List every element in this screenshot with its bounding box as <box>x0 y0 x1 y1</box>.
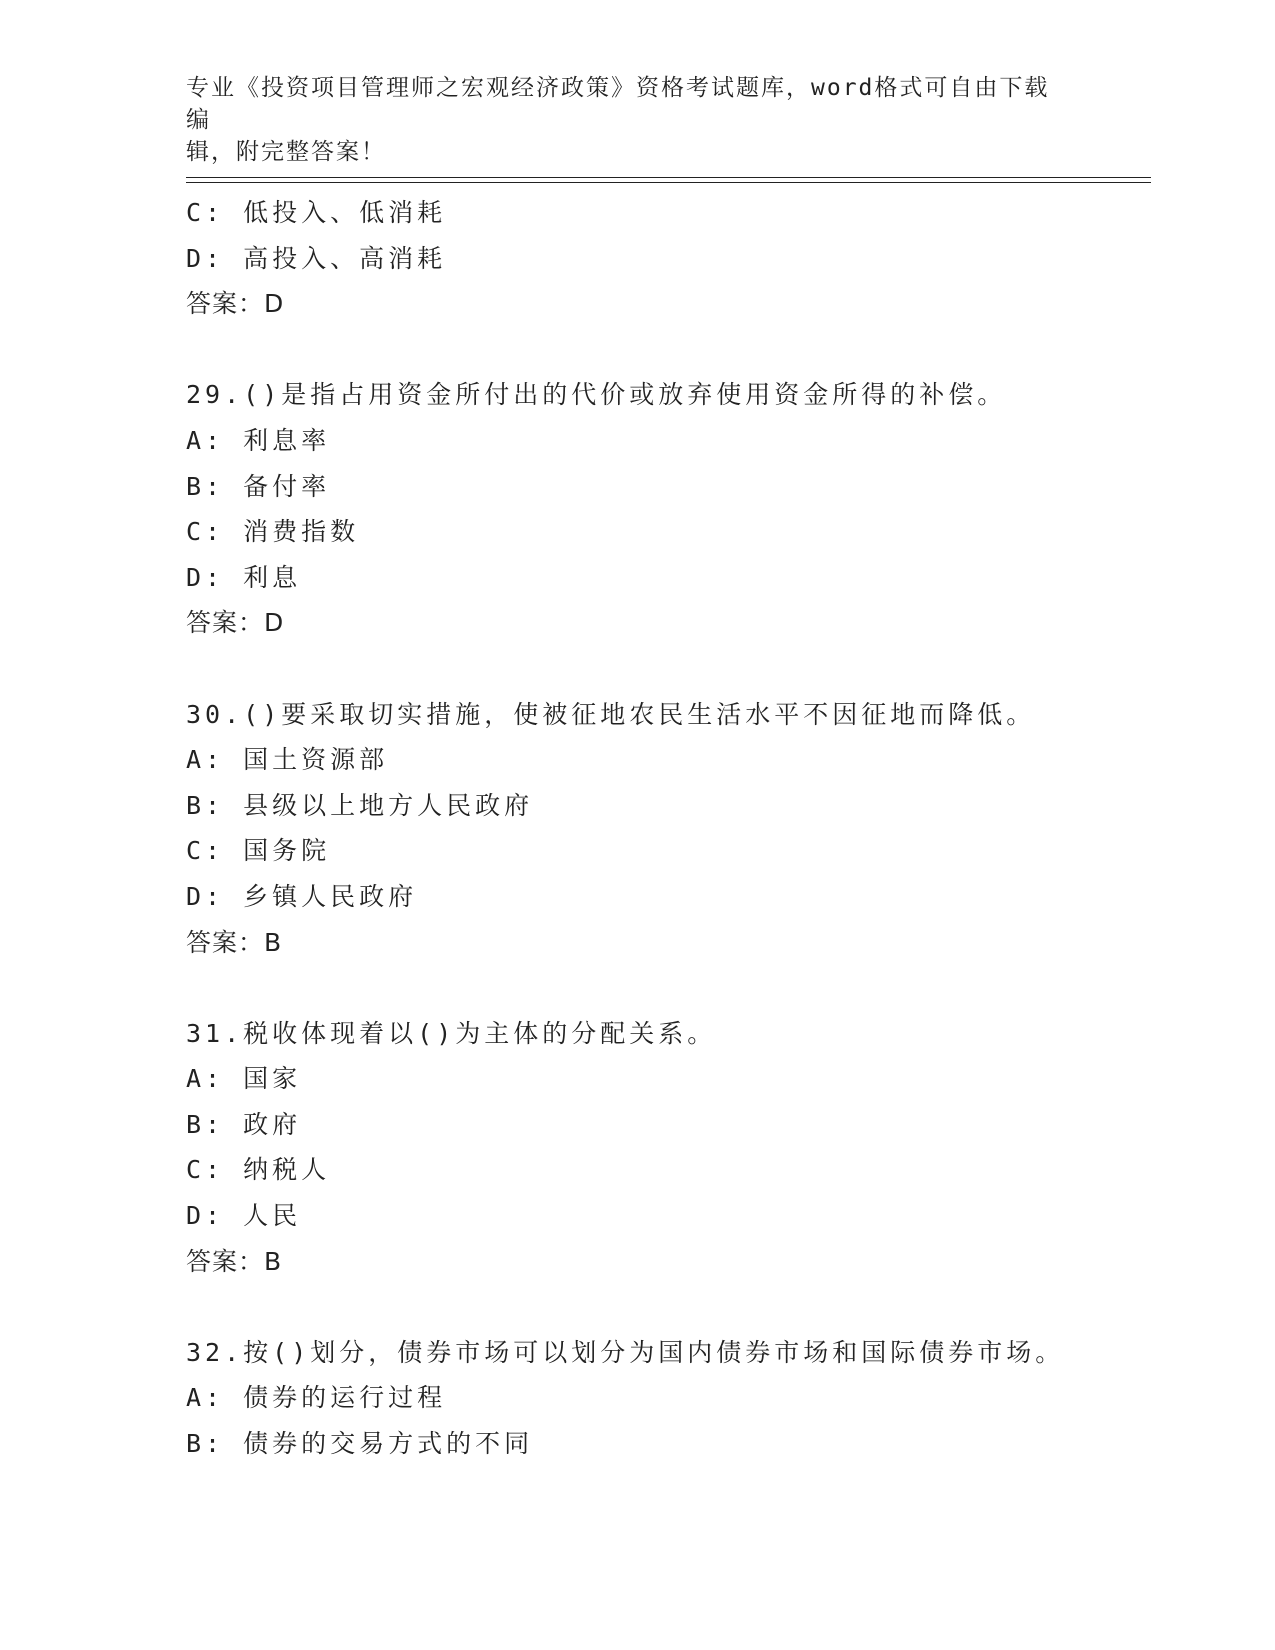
option-b: B: 县级以上地方人民政府 <box>186 790 534 820</box>
option-c: C: 消费指数 <box>186 517 360 547</box>
answer-line: 答案：D <box>186 289 285 319</box>
option-d: D: 人民 <box>186 1201 302 1231</box>
answer-line: 答案：D <box>186 608 285 638</box>
option-c: C: 国务院 <box>186 836 331 866</box>
header-line-2: 辑，附完整答案！ <box>186 139 386 165</box>
header-rule-bottom <box>186 182 1151 183</box>
option-b: B: 政府 <box>186 1109 302 1139</box>
spacer <box>186 646 1146 692</box>
document-header <box>186 72 1066 168</box>
option-d: D: 高投入、高消耗 <box>186 243 447 273</box>
question-list <box>186 190 1146 1467</box>
option-a: A: 国土资源部 <box>186 745 389 775</box>
header-line-1: 专业《投资项目管理师之宏观经济政策》资格考试题库，word格式可自由下载编 <box>186 75 1050 133</box>
answer-line: 答案：B <box>186 927 283 957</box>
option-b: B: 备付率 <box>186 471 331 501</box>
answer-line: 答案：B <box>186 1246 283 1276</box>
option-a: A: 债券的运行过程 <box>186 1383 447 1413</box>
spacer <box>186 327 1146 373</box>
header-rule-top <box>186 177 1151 178</box>
question-stem: 29.()是指占用资金所付出的代价或放弃使用资金所得的补偿。 <box>186 380 1007 410</box>
question-stem: 30.()要采取切实措施，使被征地农民生活水平不因征地而降低。 <box>186 699 1036 729</box>
option-c: C: 低投入、低消耗 <box>186 198 447 227</box>
question-stem: 32.按()划分，债券市场可以划分为国内债券市场和国际债券市场。 <box>186 1337 1065 1367</box>
spacer <box>186 965 1146 1011</box>
option-a: A: 国家 <box>186 1064 302 1094</box>
question-stem: 31.税收体现着以()为主体的分配关系。 <box>186 1018 717 1048</box>
option-d: D: 利息 <box>186 562 302 592</box>
option-c: C: 纳税人 <box>186 1155 331 1185</box>
option-d: D: 乡镇人民政府 <box>186 881 418 911</box>
spacer <box>186 1284 1146 1330</box>
option-a: A: 利息率 <box>186 425 331 455</box>
option-b: B: 债券的交易方式的不同 <box>186 1429 534 1459</box>
